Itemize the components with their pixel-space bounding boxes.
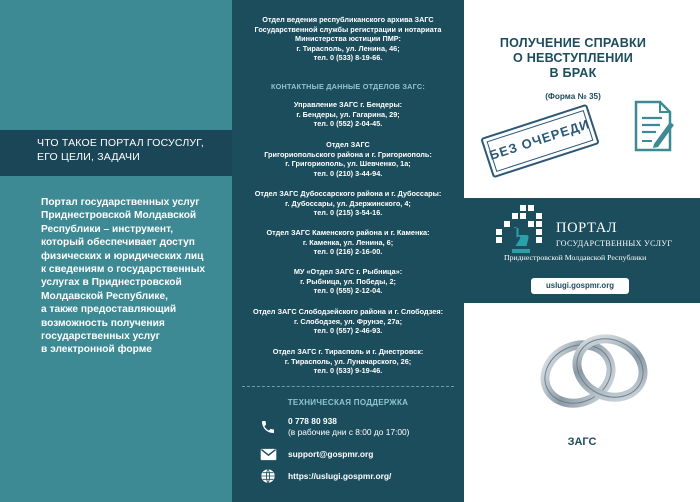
email-icon	[258, 445, 278, 463]
description-line: Приднестровской Молдавской	[41, 210, 197, 222]
office-line: г. Григориополь, ул. Шевченко, 1а;	[285, 159, 411, 168]
office-line: тел. 0 (210) 3-44-94.	[313, 168, 383, 178]
wedding-rings-icon	[534, 318, 654, 418]
archive-line: г. Тирасполь, ул. Ленина, 46;	[296, 43, 400, 53]
phone-number[interactable]: 0 778 80 938	[288, 416, 337, 426]
portal-subtitle: ГОСУДАРСТВЕННЫХ УСЛУГ	[556, 239, 673, 248]
contacts-title: КОНТАКТНЫЕ ДАННЫЕ ОТДЕЛОВ ЗАГС:	[270, 82, 425, 91]
office-line: Отдел ЗАГС г. Тирасполь и г. Днестровск:	[272, 347, 424, 356]
office-grigoriopol	[232, 140, 464, 178]
office-rybnitsa	[232, 267, 464, 296]
document-pen-icon	[632, 100, 676, 152]
archive-office	[232, 15, 464, 63]
email-link[interactable]: support@gospmr.org	[288, 448, 374, 459]
description-line: государственных услуг	[41, 331, 160, 343]
office-line: Отдел ЗАГС Каменского района и г. Каменка:	[266, 228, 430, 237]
middle-panel	[232, 0, 464, 502]
email-contact[interactable]	[258, 445, 373, 463]
archive-line: Министерства юстиции ПМР:	[295, 34, 401, 43]
description-line: Республики – инструмент,	[41, 223, 174, 235]
office-line: г. Дубоссары, ул. Дзержинского, 4;	[285, 198, 411, 208]
phone-contact[interactable]	[258, 416, 409, 438]
office-line: г. Тирасполь, ул. Луначарского, 26;	[284, 356, 412, 366]
website-contact[interactable]	[258, 467, 391, 485]
right-panel	[464, 0, 700, 502]
description-line: Портал государственных услуг	[41, 197, 200, 208]
title-line: О НЕВСТУПЛЕНИИ	[513, 51, 633, 65]
website-link[interactable]: https://uslugi.gospmr.org/	[288, 470, 392, 481]
office-line: тел. 0 (555) 2-12-04.	[313, 286, 383, 295]
office-bendery	[232, 100, 464, 129]
divider	[242, 386, 454, 387]
office-line: Управление ЗАГС г. Бендеры:	[293, 100, 403, 109]
title-line: ПОЛУЧЕНИЕ СПРАВКИ	[499, 36, 647, 50]
office-slobodzeya	[232, 307, 464, 336]
description-line: услугах в Приднестровской	[41, 277, 182, 289]
office-line: г. Бендеры, ул. Гагарина, 29;	[296, 109, 400, 119]
portal-url-button[interactable]: uslugi.gospmr.org	[531, 278, 629, 294]
title-line: В БРАК	[549, 66, 597, 80]
office-line: г. Каменка, ул. Ленина, 6;	[302, 237, 394, 247]
office-tiraspol	[232, 347, 464, 376]
office-line: тел. 0 (216) 2-16-00.	[313, 247, 383, 256]
no-queue-stamp	[480, 104, 599, 179]
office-line: г. Рыбница, ул. Победы, 2;	[300, 276, 396, 286]
description-line: физических и юридических лиц	[41, 250, 204, 262]
office-line: тел. 0 (557) 2-46-93.	[313, 326, 383, 335]
description-line: который обеспечивает доступ	[41, 237, 195, 249]
phone-icon	[258, 418, 278, 436]
portal-region: Приднестровской Молдавской Республики	[504, 253, 647, 262]
office-line: Григориопольского района и г. Григориополь:	[264, 149, 432, 159]
globe-icon	[258, 467, 278, 485]
description-line: возможность получения	[41, 317, 165, 329]
office-line: тел. 0 (533) 9-19-46.	[313, 366, 383, 375]
archive-line: тел. 0 (533) 8-19-66.	[313, 53, 383, 62]
description-line: в электронной форме	[41, 344, 152, 356]
form-label: (Форма № 35)	[545, 92, 601, 101]
portal-banner	[464, 198, 700, 303]
office-line: тел. 0 (552) 2-04-45.	[313, 119, 383, 128]
office-line: тел. 0 (215) 3-54-16.	[313, 208, 383, 217]
service-title	[478, 36, 668, 81]
portal-title: ПОРТАЛ	[556, 220, 618, 236]
portal-description	[41, 196, 226, 357]
contacts-title-wrap	[232, 82, 464, 92]
archive-line: Отдел ведения республиканского архива ЗАГС	[262, 15, 434, 24]
archive-line: Государственной службы регистрации и нотариата	[254, 24, 442, 34]
office-line: г. Слободзея, ул. Фрунзе, 27а;	[293, 316, 403, 326]
stamp-text: БЕЗ ОЧЕРЕДИ	[487, 116, 592, 163]
support-title: ТЕХНИЧЕСКАЯ ПОДДЕРЖКА	[287, 398, 409, 407]
office-line: Отдел ЗАГС Дубоссарского района и г. Дубоссары:	[254, 189, 442, 198]
portal-info-heading	[0, 130, 232, 176]
description-line: Молдавской Республике,	[41, 290, 168, 302]
heading-line-1: ЧТО ТАКОЕ ПОРТАЛ ГОСУСЛУГ,	[37, 137, 205, 149]
zags-label: ЗАГС	[567, 436, 597, 448]
description-line: а также предоставляющий	[41, 304, 177, 316]
description-line: к сведениям о государственных	[41, 264, 206, 276]
left-panel	[0, 0, 232, 502]
office-dubossary	[232, 189, 464, 218]
phone-hours: (в рабочие дни с 8:00 до 17:00)	[288, 427, 410, 437]
office-line: Отдел ЗАГС Слободзейского района и г. Слободзея:	[252, 307, 444, 316]
office-line: МУ «Отдел ЗАГС г. Рыбница»:	[293, 267, 403, 276]
office-kamenka	[232, 228, 464, 257]
heading-line-2: ЕГО ЦЕЛИ, ЗАДАЧИ	[37, 151, 140, 163]
office-line: Отдел ЗАГС	[326, 140, 370, 149]
